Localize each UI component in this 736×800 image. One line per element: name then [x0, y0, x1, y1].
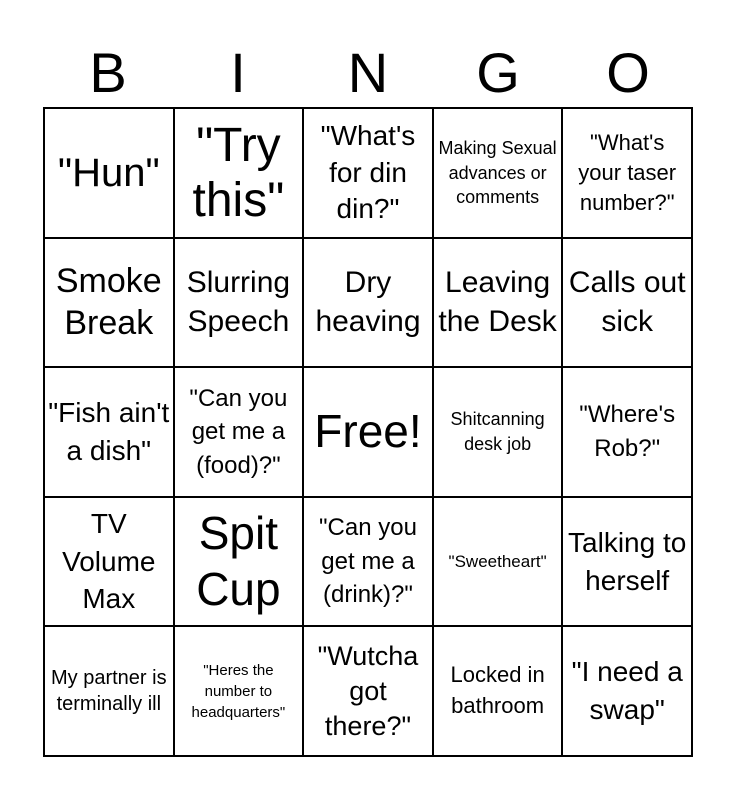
bingo-cell[interactable] — [44, 497, 174, 627]
header-letter-g: G — [476, 41, 520, 104]
bingo-cell[interactable] — [44, 626, 174, 756]
bingo-cell[interactable] — [562, 238, 692, 368]
cell-text: My partner is terminally ill — [51, 667, 167, 716]
cell-text: Shitcanning desk job — [450, 408, 545, 454]
bingo-header — [43, 42, 693, 104]
cell-text: Dry heaving — [315, 266, 421, 339]
cell-text: "Can you get me a (drink)?" — [319, 514, 417, 609]
cell-text: Talking to herself — [568, 526, 687, 596]
header-letter-b: B — [89, 41, 127, 104]
bingo-cell[interactable] — [174, 626, 304, 756]
bingo-cell[interactable] — [562, 108, 692, 238]
header-letter-n: N — [347, 41, 389, 104]
cell-text: Spit Cup — [196, 507, 281, 615]
bingo-cell[interactable] — [562, 497, 692, 627]
bingo-cell[interactable] — [433, 626, 563, 756]
cell-text: "Can you get me a (food)?" — [189, 384, 288, 479]
cell-text: "Wutcha got there?" — [317, 640, 419, 741]
cell-text: Slurring Speech — [186, 266, 291, 339]
header-letter-i: I — [230, 41, 246, 104]
cell-text: "Where's Rob?" — [579, 401, 676, 462]
cell-text: "Fish ain't a dish" — [48, 397, 170, 466]
cell-text: Calls out sick — [568, 266, 686, 339]
bingo-cell[interactable] — [174, 497, 304, 627]
cell-text: Locked in bathroom — [450, 662, 545, 719]
bingo-cell[interactable] — [303, 367, 433, 497]
bingo-cell[interactable] — [303, 108, 433, 238]
bingo-cell[interactable] — [562, 367, 692, 497]
bingo-cell[interactable] — [303, 238, 433, 368]
cell-text: Free! — [314, 405, 422, 458]
bingo-cell[interactable] — [303, 626, 433, 756]
header-letter-o: O — [606, 41, 650, 104]
cell-text: TV Volume Max — [62, 507, 156, 615]
bingo-cell[interactable] — [44, 108, 174, 238]
bingo-cell[interactable] — [433, 497, 563, 627]
cell-text: "Try this" — [192, 118, 285, 227]
cell-text: Smoke Break — [55, 261, 162, 343]
bingo-cell[interactable] — [44, 238, 174, 368]
bingo-cell[interactable] — [433, 108, 563, 238]
bingo-cell[interactable] — [44, 367, 174, 497]
bingo-cell[interactable] — [433, 367, 563, 497]
bingo-cell[interactable] — [174, 367, 304, 497]
bingo-cell[interactable] — [433, 238, 563, 368]
cell-text: Making Sexual advances or comments — [438, 138, 557, 207]
bingo-cell[interactable] — [562, 626, 692, 756]
cell-text: "Sweetheart" — [448, 551, 547, 571]
bingo-cell[interactable] — [174, 108, 304, 238]
bingo-grid — [43, 107, 693, 757]
cell-text: Leaving the Desk — [438, 266, 557, 339]
cell-text: "What's for din din?" — [320, 120, 416, 224]
cell-text: "What's your taser number?" — [578, 130, 677, 215]
cell-text: "I need a swap" — [571, 656, 683, 726]
cell-text: "Heres the number to headquarters" — [191, 661, 286, 721]
cell-text: "Hun" — [57, 150, 160, 195]
bingo-cell[interactable] — [174, 238, 304, 368]
bingo-cell[interactable] — [303, 497, 433, 627]
